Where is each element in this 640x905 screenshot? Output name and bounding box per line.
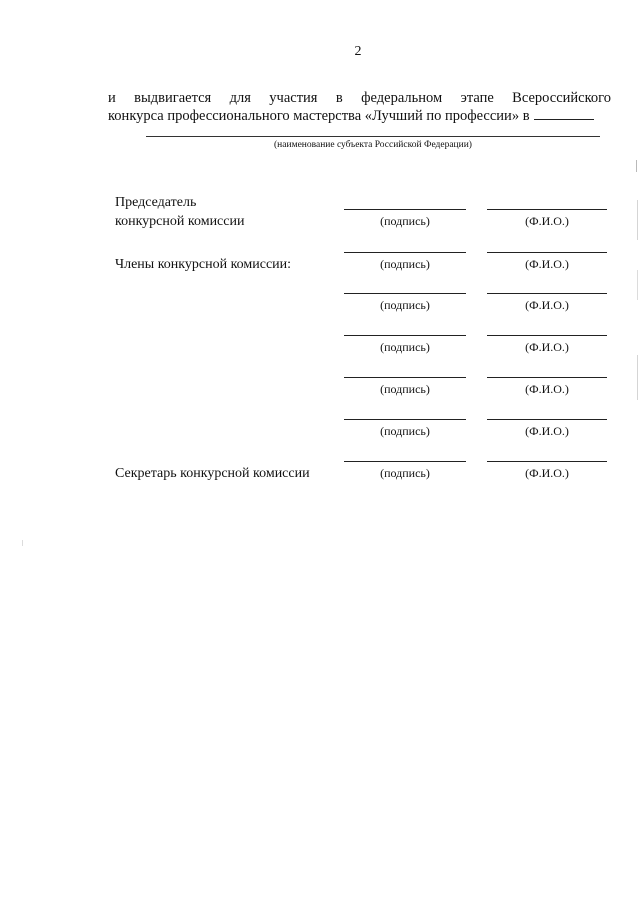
- secretary-signature-line: [344, 461, 466, 462]
- secretary-signature-caption: (подпись): [380, 466, 430, 480]
- secretary-label: Секретарь конкурсной комиссии: [115, 466, 310, 481]
- member-5-fio-caption: (Ф.И.О.): [525, 424, 569, 438]
- member-4-fio-caption: (Ф.И.О.): [525, 382, 569, 396]
- body-text-line-2: [108, 107, 611, 125]
- member-1-fio-line: [487, 252, 607, 253]
- body-text-line-2-text: конкурса профессионального мастерства «Лучший по профессии» в: [108, 108, 530, 124]
- scan-artifact-mark: [22, 540, 23, 546]
- member-4-signature-line: [344, 377, 466, 378]
- member-5-signature-line: [344, 419, 466, 420]
- page-number: 2: [354, 44, 362, 59]
- member-2-fio-line: [487, 293, 607, 294]
- member-3-fio-line: [487, 335, 607, 336]
- member-2-signature-line: [344, 293, 466, 294]
- region-caption: (наименование субъекта Российской Федерации): [274, 140, 472, 150]
- chairman-fio-line: [487, 209, 607, 210]
- secretary-fio-line: [487, 461, 607, 462]
- chairman-label-line-2: конкурсной комиссии: [115, 214, 245, 229]
- member-2-fio-caption: (Ф.И.О.): [525, 298, 569, 312]
- scan-artifact-mark: [636, 160, 637, 172]
- member-4-fio-line: [487, 377, 607, 378]
- member-3-signature-line: [344, 335, 466, 336]
- member-3-signature-caption: (подпись): [380, 340, 430, 354]
- scan-artifact-mark: [637, 270, 638, 300]
- member-1-fio-caption: (Ф.И.О.): [525, 257, 569, 271]
- member-3-fio-caption: (Ф.И.О.): [525, 340, 569, 354]
- member-1-signature-line: [344, 252, 466, 253]
- member-1-signature-caption: (подпись): [380, 257, 430, 271]
- region-name-line: [146, 136, 600, 137]
- region-blank-inline: [534, 107, 594, 120]
- member-5-signature-caption: (подпись): [380, 424, 430, 438]
- chairman-signature-caption: (подпись): [380, 214, 430, 228]
- members-label: Члены конкурсной комиссии:: [115, 257, 292, 272]
- member-5-fio-line: [487, 419, 607, 420]
- scan-artifact-mark: [637, 355, 638, 400]
- secretary-fio-caption: (Ф.И.О.): [525, 466, 569, 480]
- chairman-fio-caption: (Ф.И.О.): [525, 214, 569, 228]
- member-2-signature-caption: (подпись): [380, 298, 430, 312]
- chairman-label-line-1: Председатель: [115, 195, 197, 210]
- body-text-line-1: и выдвигается для участия в федеральном этапе Всероссийского: [108, 90, 611, 106]
- member-4-signature-caption: (подпись): [380, 382, 430, 396]
- scan-artifact-mark: [637, 200, 638, 240]
- chairman-signature-line: [344, 209, 466, 210]
